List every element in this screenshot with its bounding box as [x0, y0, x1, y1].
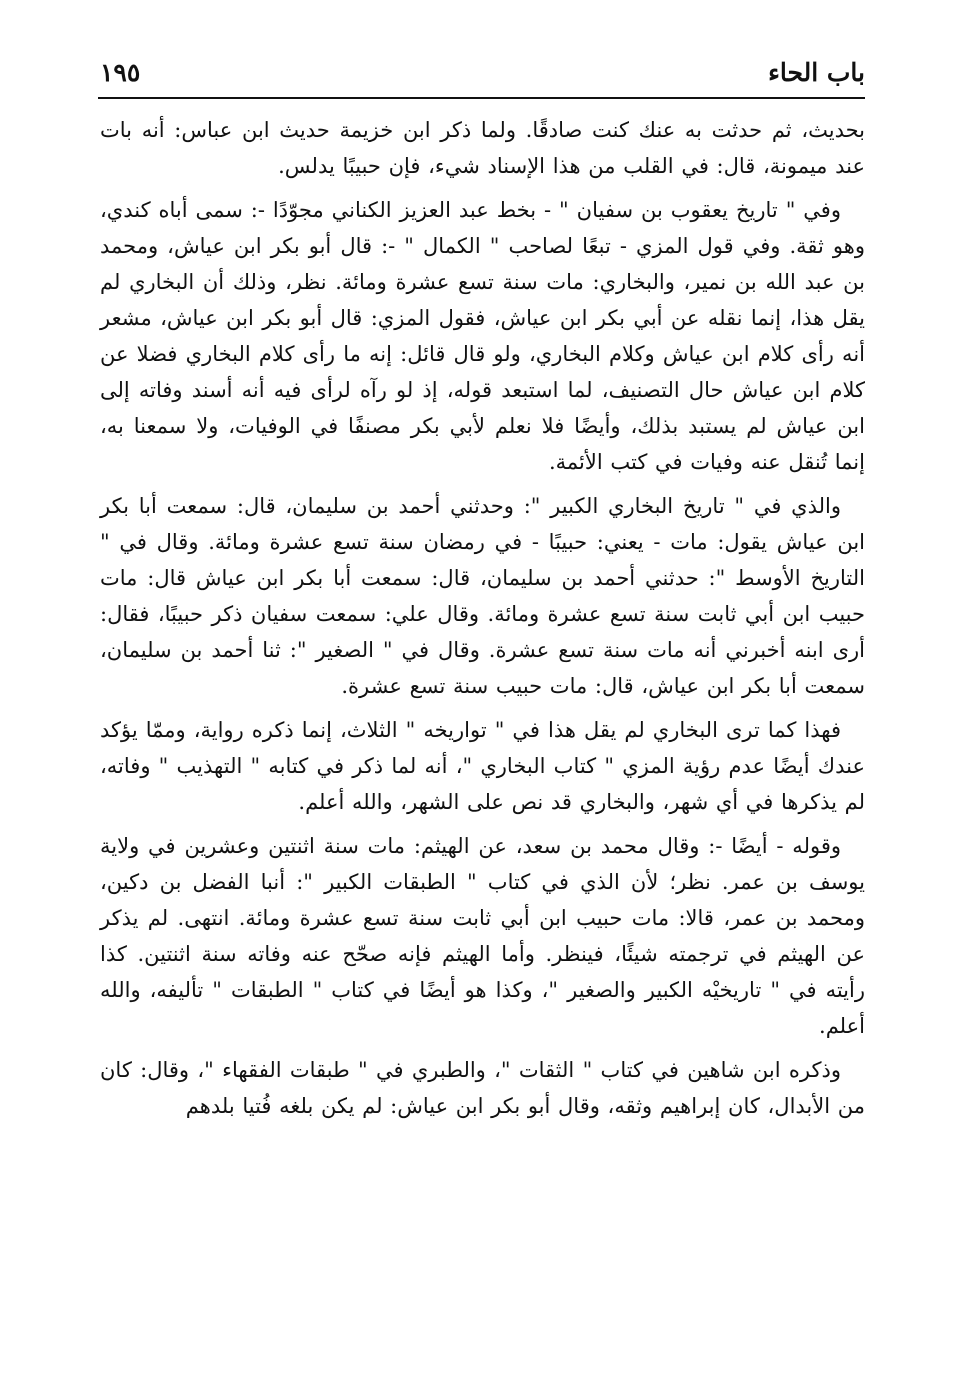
page-body [100, 112, 865, 1132]
paragraph-4: فهذا كما ترى البخاري لم يقل هذا في " تواريخه " الثلاث، إنما ذكره رواية، وممّا يؤكد عندك أيضًا عدم رؤية المزي " كتاب البخاري "، أنه لما ذكر في كتابه " التهذيب " وفاته، لم يذكرها في أي شهر، والبخاري قد نص على الشهر، والله أعلم. [100, 718, 865, 814]
paragraph-6: وذكره ابن شاهين في كتاب " الثقات "، والطبري في " طبقات الفقهاء "، وقال: كان من الأبدال، كان إبراهيم وثقه، وقال أبو بكر ابن عياش: لم يكن بلغه فُتيا بلدهم [100, 1058, 865, 1118]
page-number: ١٩٥ [100, 58, 141, 87]
paragraph-1: بحديث، ثم حدثت به عنك كنت صادقًا. ولما ذكر ابن خزيمة حديث ابن عباس: أنه بات عند ميمونة، قال: في القلب من هذا الإسناد شيء، فإن حبيبًا يدلس. [100, 118, 865, 178]
header-rule [98, 97, 865, 99]
running-header [100, 56, 865, 96]
paragraph-5: وقوله - أيضًا -: وقال محمد بن سعد، عن الهيثم: مات سنة اثنتين وعشرين في ولاية يوسف بن عمر. نظر؛ لأن الذي في كتاب " الطبقات الكبير ": أنبا الفضل بن دكين، ومحمد بن عمر، قالا: مات حبيب ابن أبي ثابت سنة تسع عشرة ومائة. انتهى. لم يذكر عن الهيثم في ترجمته شيئًا، فينظر. وأما الهيثم فإنه صحّح عنه وفاته سنة اثنتين. كذا رأيته في " تاريخيْه الكبير والصغير "، وكذا هو أيضًا في كتاب " الطبقات " تأليفه، والله أعلم. [100, 834, 865, 1038]
chapter-title: باب الحاء [768, 58, 865, 87]
paragraph-3: والذي في " تاريخ البخاري الكبير ": وحدثني أحمد بن سليمان، قال: سمعت أبا بكر ابن عياش يقول: مات - يعني: حبيبًا - في رمضان سنة تسع عشرة ومائة. وقال في " التاريخ الأوسط ": حدثني أحمد بن سليمان، قال: سمعت أبا بكر ابن عياش قال: مات حبيب ابن أبي ثابت سنة تسع عشرة ومائة. وقال علي: سمعت سفيان ذكر حبيبًا، فقال: أرى ابنه أخبرني أنه مات سنة تسع عشرة. وقال في " الصغير ": ثنا أحمد بن سليمان، سمعت أبا بكر ابن عياش، قال: مات حبيب سنة تسع عشرة. [100, 494, 865, 698]
paragraph-2: وفي " تاريخ يعقوب بن سفيان " - بخط عبد العزيز الكناني مجوّدًا -: سمى أباه كندي، وهو ثقة. وفي قول المزي - تبعًا لصاحب " الكمال " -: قال أبو بكر ابن عياش، ومحمد بن عبد الله بن نمير، والبخاري: مات سنة تسع عشرة ومائة. نظر، وذلك أن البخاري لم يقل هذا، إنما نقله عن أبي بكر ابن عياش، فقول المزي: قال أبو بكر ابن عياش، مشعر أنه رأى كلام ابن عياش وكلام البخاري، ولو قال قائل: إنه ما رأى كلام البخاري فضلا عن كلام ابن عياش حال التصنيف، لما استبعد قوله، إذ لو رآه لرأى فيه أنه أسند وفاته إلى ابن عياش لم يستبد بذلك، وأيضًا فلا نعلم لأبي بكر مصنفًا في الوفيات، ولا سمعنا به، إنما تُنقل عنه وفيات في كتب الأئمة. [100, 198, 865, 474]
